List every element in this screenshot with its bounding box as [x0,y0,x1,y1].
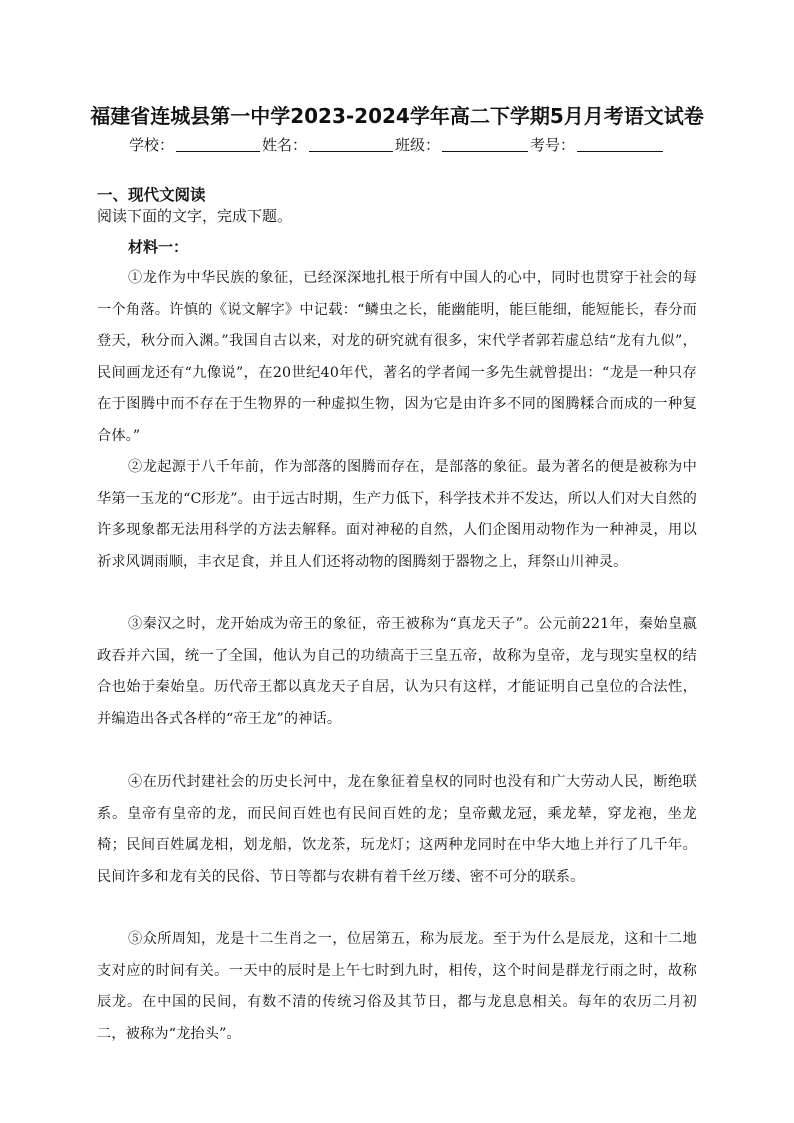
student-info-line [0,134,794,155]
reading-instruction: 阅读下面的文字，完成下题。 [97,207,293,225]
paragraph-2: ②龙起源于八千年前，作为部落的图腾而存在，是部落的象征。最为著名的便是被称为中华第一玉龙的“C形龙”。由于远古时期，生产力低下，科学技术并不发达，所以人们对大自然的许多现象都无法用科学的方法去解释。面对神秘的自然，人们企图用动物作为一种神灵，用以祈求风调雨顺，丰衣足食，并且人们还将动物的图腾刻于器物之上，拜祭山川神灵。 [97,459,697,570]
exam-number-blank[interactable] [577,137,663,152]
exam-number-label: 考号： [530,136,576,154]
school-blank[interactable] [176,137,260,152]
paragraph-3: ③秦汉之时，龙开始成为帝王的象征，帝王被称为“真龙天子”。公元前221年，秦始皇嬴政吞并六国，统一了全国，他认为自己的功绩高于三皇五帝，故称为皇帝，龙与现实皇权的结合也始于秦始皇。历代帝王都以真龙天子自居，认为只有这样，才能证明自己皇位的合法性，并编造出各式各样的“帝王龙”的神话。 [97,616,697,727]
name-label: 姓名： [261,136,307,154]
paragraph-5: ⑤众所周知，龙是十二生肖之一，位居第五，称为辰龙。至于为什么是辰龙，这和十二地支对应的时间有关。一天中的辰时是上午七时到九时，相传，这个时间是群龙行雨之时，故称辰龙。在中国的民间，有数不清的传统习俗及其节日，都与龙息息相关。每年的农历二月初二，被称为“龙抬头”。 [97,931,697,1042]
paragraph-1: ①龙作为中华民族的象征，已经深深地扎根于所有中国人的心中，同时也贯穿于社会的每一个角落。许慎的《说文解字》中记载：“鳞虫之长，能幽能明，能巨能细，能短能长，春分而登天，秋分而入渊。”我国自古以来，对龙的研究就有很多，宋代学者郭若虚总结“龙有九似”，民间画龙还有“九像说”，在20世纪40年代，著名的学者闻一多先生就曾提出：“龙是一种只存在于图腾中而不存在于生物界的一种虚拟生物，因为它是由许多不同的图腾糅合而成的一种复合体。” [97,270,697,444]
paragraph-4: ④在历代封建社会的历史长河中，龙在象征着皇权的同时也没有和广大劳动人民，断绝联系。皇帝有皇帝的龙，而民间百姓也有民间百姓的龙；皇帝戴龙冠，乘龙辇，穿龙袍，坐龙椅；民间百姓属龙相，划龙船，饮龙茶，玩龙灯；这两种龙同时在中华大地上并行了几千年。民间许多和龙有关的民俗、节日等都与农耕有着千丝万缕、密不可分的联系。 [97,774,697,885]
section-heading: 一、现代文阅读 [97,186,206,204]
school-label: 学校： [128,136,174,154]
material-label: 材料一： [128,238,189,256]
class-blank[interactable] [442,137,528,152]
name-blank[interactable] [309,137,393,152]
class-label: 班级： [395,136,441,154]
exam-title: 福建省连城县第一中学2023-2024学年高二下学期5月月考语文试卷 [90,104,704,128]
